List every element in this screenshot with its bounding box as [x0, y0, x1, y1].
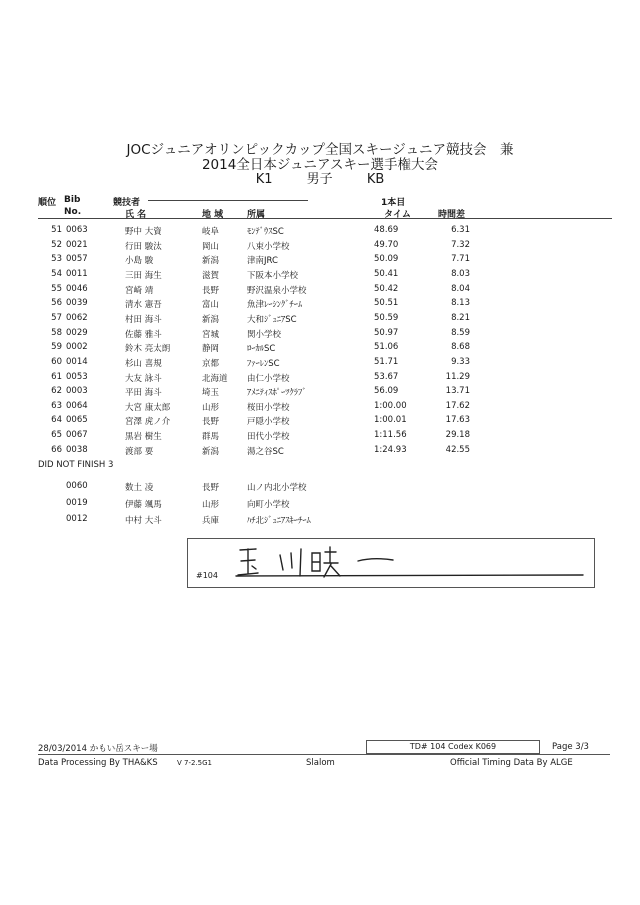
region-cell: 群馬: [202, 432, 220, 443]
event-title-line1: JOCジュニアオリンピックカップ全国スキージュニア競技会 兼: [126, 142, 514, 158]
time-cell: 50.41: [374, 268, 399, 279]
club-cell: ﾓﾝﾃﾞｳｽSC: [247, 227, 284, 237]
rank-cell: 59: [51, 342, 62, 353]
result-row: [0, 342, 640, 356]
footer-discipline: Slalom: [306, 758, 335, 768]
result-row: [0, 445, 640, 459]
club-cell: ﾌｧｰﾚﾝSC: [247, 358, 280, 369]
header-divider: [38, 218, 612, 219]
bib-cell: 0067: [66, 430, 88, 441]
diff-cell: 8.04: [451, 283, 470, 294]
col-run-header: 1本目: [381, 198, 406, 208]
bib-cell: 0057: [66, 254, 88, 265]
name-cell: 清水 憲吾: [125, 300, 162, 311]
name-cell: 野中 大資: [125, 227, 162, 237]
region-cell: 京都: [202, 358, 220, 369]
result-row: [0, 328, 640, 342]
name-cell: 伊藤 颯馬: [125, 499, 162, 510]
diff-cell: 7.71: [451, 254, 470, 265]
col-diff-header: 時間差: [438, 210, 466, 220]
time-cell: 1:00.00: [374, 400, 407, 411]
bib-cell: 0021: [66, 239, 88, 250]
event-title-line2: 2014全日本ジュニアスキー選手権大会: [201, 157, 439, 173]
club-cell: 下阪本小学校: [247, 270, 299, 281]
diff-cell: 8.13: [451, 298, 470, 309]
col-bib-header: Bib: [64, 195, 81, 205]
region-cell: 長野: [202, 285, 220, 296]
club-cell: ﾛｰｶﾙSC: [247, 344, 276, 355]
dnf-label: DID NOT FINISH 3: [38, 460, 114, 470]
diff-cell: 8.21: [451, 312, 470, 323]
rank-cell: 54: [51, 268, 62, 279]
diff-cell: 42.55: [445, 444, 470, 455]
club-cell: 戸隠小学校: [247, 417, 290, 428]
diff-cell: 9.33: [451, 356, 470, 367]
time-cell: 1:24.93: [374, 444, 407, 455]
region-cell: 長野: [202, 417, 220, 428]
dnf-row: [0, 481, 640, 495]
club-cell: 野沢温泉小学校: [247, 285, 307, 296]
result-row: [0, 240, 640, 254]
col-rank-header: 順位: [38, 198, 57, 208]
time-cell: 51.71: [374, 356, 399, 367]
dnf-row: [0, 498, 640, 512]
club-cell: 向町小学校: [247, 499, 290, 510]
diff-cell: 8.03: [451, 268, 470, 279]
region-cell: 岐阜: [202, 227, 220, 237]
region-cell: 新潟: [202, 314, 220, 325]
footer-version: V 7-2.5G1: [177, 759, 213, 767]
region-cell: 長野: [202, 483, 220, 493]
region-cell: 宮城: [202, 329, 220, 340]
club-cell: 八束小学校: [247, 241, 290, 252]
time-cell: 50.59: [374, 312, 399, 323]
name-cell: 行田 駿汰: [125, 241, 162, 252]
region-cell: 兵庫: [202, 516, 220, 526]
region-cell: 新潟: [202, 256, 220, 267]
club-cell: 桜田小学校: [247, 402, 290, 413]
result-row: [0, 401, 640, 415]
region-cell: 新潟: [202, 446, 220, 457]
bib-cell: 0012: [66, 514, 88, 524]
region-cell: 北海道: [202, 373, 228, 384]
club-cell: 関小学校: [247, 329, 282, 340]
col-competitor-header: 競技者: [113, 198, 141, 208]
name-cell: 三田 海生: [125, 270, 162, 281]
result-row: [0, 225, 640, 239]
diff-cell: 17.63: [445, 415, 470, 426]
name-cell: 平田 海斗: [125, 388, 162, 399]
bib-cell: 0003: [66, 386, 88, 397]
col-time-header: タイム: [384, 210, 411, 220]
time-cell: 50.51: [374, 298, 399, 309]
time-cell: 1:11.56: [374, 430, 407, 441]
club-cell: 田代小学校: [247, 432, 290, 443]
col-no-header: No.: [64, 207, 82, 217]
bib-cell: 0011: [66, 268, 88, 279]
name-cell: 杉山 喜規: [125, 358, 162, 369]
rank-cell: 65: [51, 430, 62, 441]
event-class: KB: [366, 172, 385, 187]
bib-cell: 0014: [66, 356, 88, 367]
time-cell: 51.06: [374, 342, 399, 353]
result-row: [0, 430, 640, 444]
region-cell: 山形: [202, 402, 220, 413]
bib-cell: 0062: [66, 312, 88, 323]
region-cell: 滋賀: [202, 270, 220, 281]
name-cell: 渡部 要: [125, 446, 154, 457]
footer-page: Page 3/3: [552, 742, 589, 752]
club-cell: 大和ｼﾞｭﾆｱSC: [247, 314, 297, 325]
time-cell: 49.70: [374, 239, 399, 250]
footer-timing: Official Timing Data By ALGE: [450, 758, 573, 768]
result-row: [0, 357, 640, 371]
diff-cell: 6.31: [451, 225, 470, 235]
club-cell: 由仁小学校: [247, 373, 290, 384]
rank-cell: 55: [51, 283, 62, 294]
rank-cell: 57: [51, 312, 62, 323]
time-cell: 1:00.01: [374, 415, 407, 426]
name-cell: 中村 大斗: [125, 516, 162, 526]
name-cell: 数土 凌: [125, 483, 154, 493]
event-code: K1: [255, 172, 273, 187]
col-region-header: 地 域: [202, 210, 224, 220]
rank-cell: 61: [51, 371, 62, 382]
bib-cell: 0002: [66, 342, 88, 353]
region-cell: 埼玉: [202, 388, 220, 399]
footer-date-venue: 28/03/2014 かもい岳スキー場: [38, 744, 158, 754]
result-row: [0, 415, 640, 429]
name-cell: 宮澤 虎ノ介: [125, 417, 171, 428]
bib-cell: 0065: [66, 415, 88, 426]
time-cell: 50.42: [374, 283, 399, 294]
rank-cell: 63: [51, 400, 62, 411]
time-cell: 56.09: [374, 386, 399, 397]
name-cell: 鈴木 亮太朗: [125, 344, 171, 355]
diff-cell: 8.68: [451, 342, 470, 353]
region-cell: 富山: [202, 300, 220, 311]
rank-cell: 60: [51, 356, 62, 367]
col-name-header: 氏 名: [125, 210, 147, 220]
bib-cell: 0019: [66, 497, 88, 508]
time-cell: 50.09: [374, 254, 399, 265]
club-cell: 津南JRC: [247, 256, 278, 267]
result-row: [0, 269, 640, 283]
bib-cell: 0029: [66, 327, 88, 338]
club-cell: ｱﾒﾆﾃｨｽﾎﾟｰﾂｸﾗﾌﾞ: [247, 388, 307, 399]
bib-cell: 0039: [66, 298, 88, 309]
name-cell: 宮崎 靖: [125, 285, 154, 296]
footer-td-box: TD# 104 Codex K069: [366, 740, 540, 754]
diff-cell: 11.29: [445, 371, 470, 382]
footer-divider: [38, 754, 610, 755]
rank-cell: 53: [51, 254, 62, 265]
result-row: [0, 284, 640, 298]
bib-cell: 0038: [66, 444, 88, 455]
bib-cell: 0046: [66, 283, 88, 294]
rank-cell: 66: [51, 444, 62, 455]
bib-cell: 0060: [66, 481, 88, 491]
time-cell: 50.97: [374, 327, 399, 338]
result-row: [0, 372, 640, 386]
name-cell: 村田 海斗: [125, 314, 162, 325]
handwritten-signature: [188, 539, 594, 587]
rank-cell: 52: [51, 239, 62, 250]
diff-cell: 29.18: [445, 430, 470, 441]
signature-box: [187, 538, 595, 588]
club-cell: 魚津ﾚｰｼﾝｸﾞﾁｰﾑ: [247, 300, 303, 311]
col-club-header: 所属: [247, 210, 266, 220]
rank-cell: 62: [51, 386, 62, 397]
result-row: [0, 298, 640, 312]
result-row: [0, 313, 640, 327]
event-gender: 男子: [306, 172, 333, 187]
name-cell: 大宮 康太郎: [125, 402, 171, 413]
diff-cell: 7.32: [451, 239, 470, 250]
club-cell: ﾊﾁ北ｼﾞｭﾆｱｽｷｰﾁｰﾑ: [247, 516, 311, 526]
diff-cell: 13.71: [445, 386, 470, 397]
region-cell: 静岡: [202, 344, 220, 355]
rank-cell: 64: [51, 415, 62, 426]
result-row: [0, 386, 640, 400]
time-cell: 53.67: [374, 371, 399, 382]
diff-cell: 17.62: [445, 400, 470, 411]
club-cell: 湯之谷SC: [247, 446, 284, 457]
footer-processing: Data Processing By THA&KS: [38, 758, 158, 768]
rank-cell: 51: [51, 225, 62, 235]
name-cell: 黒岩 樹生: [125, 432, 162, 443]
result-row: [0, 254, 640, 268]
rank-cell: 56: [51, 298, 62, 309]
name-cell: 大友 詠斗: [125, 373, 162, 384]
rank-cell: 58: [51, 327, 62, 338]
signature-number: #104: [196, 571, 218, 580]
region-cell: 岡山: [202, 241, 220, 252]
region-cell: 山形: [202, 499, 220, 510]
bib-cell: 0063: [66, 225, 88, 235]
time-cell: 48.69: [374, 225, 399, 235]
competitor-header-rule: [148, 200, 308, 201]
bib-cell: 0053: [66, 371, 88, 382]
event-title-line3: [0, 168, 640, 187]
bib-cell: 0064: [66, 400, 88, 411]
name-cell: 小島 駿: [125, 256, 154, 267]
club-cell: 山ノ内北小学校: [247, 483, 307, 493]
diff-cell: 8.59: [451, 327, 470, 338]
name-cell: 佐藤 雅斗: [125, 329, 162, 340]
dnf-row: [0, 514, 640, 528]
